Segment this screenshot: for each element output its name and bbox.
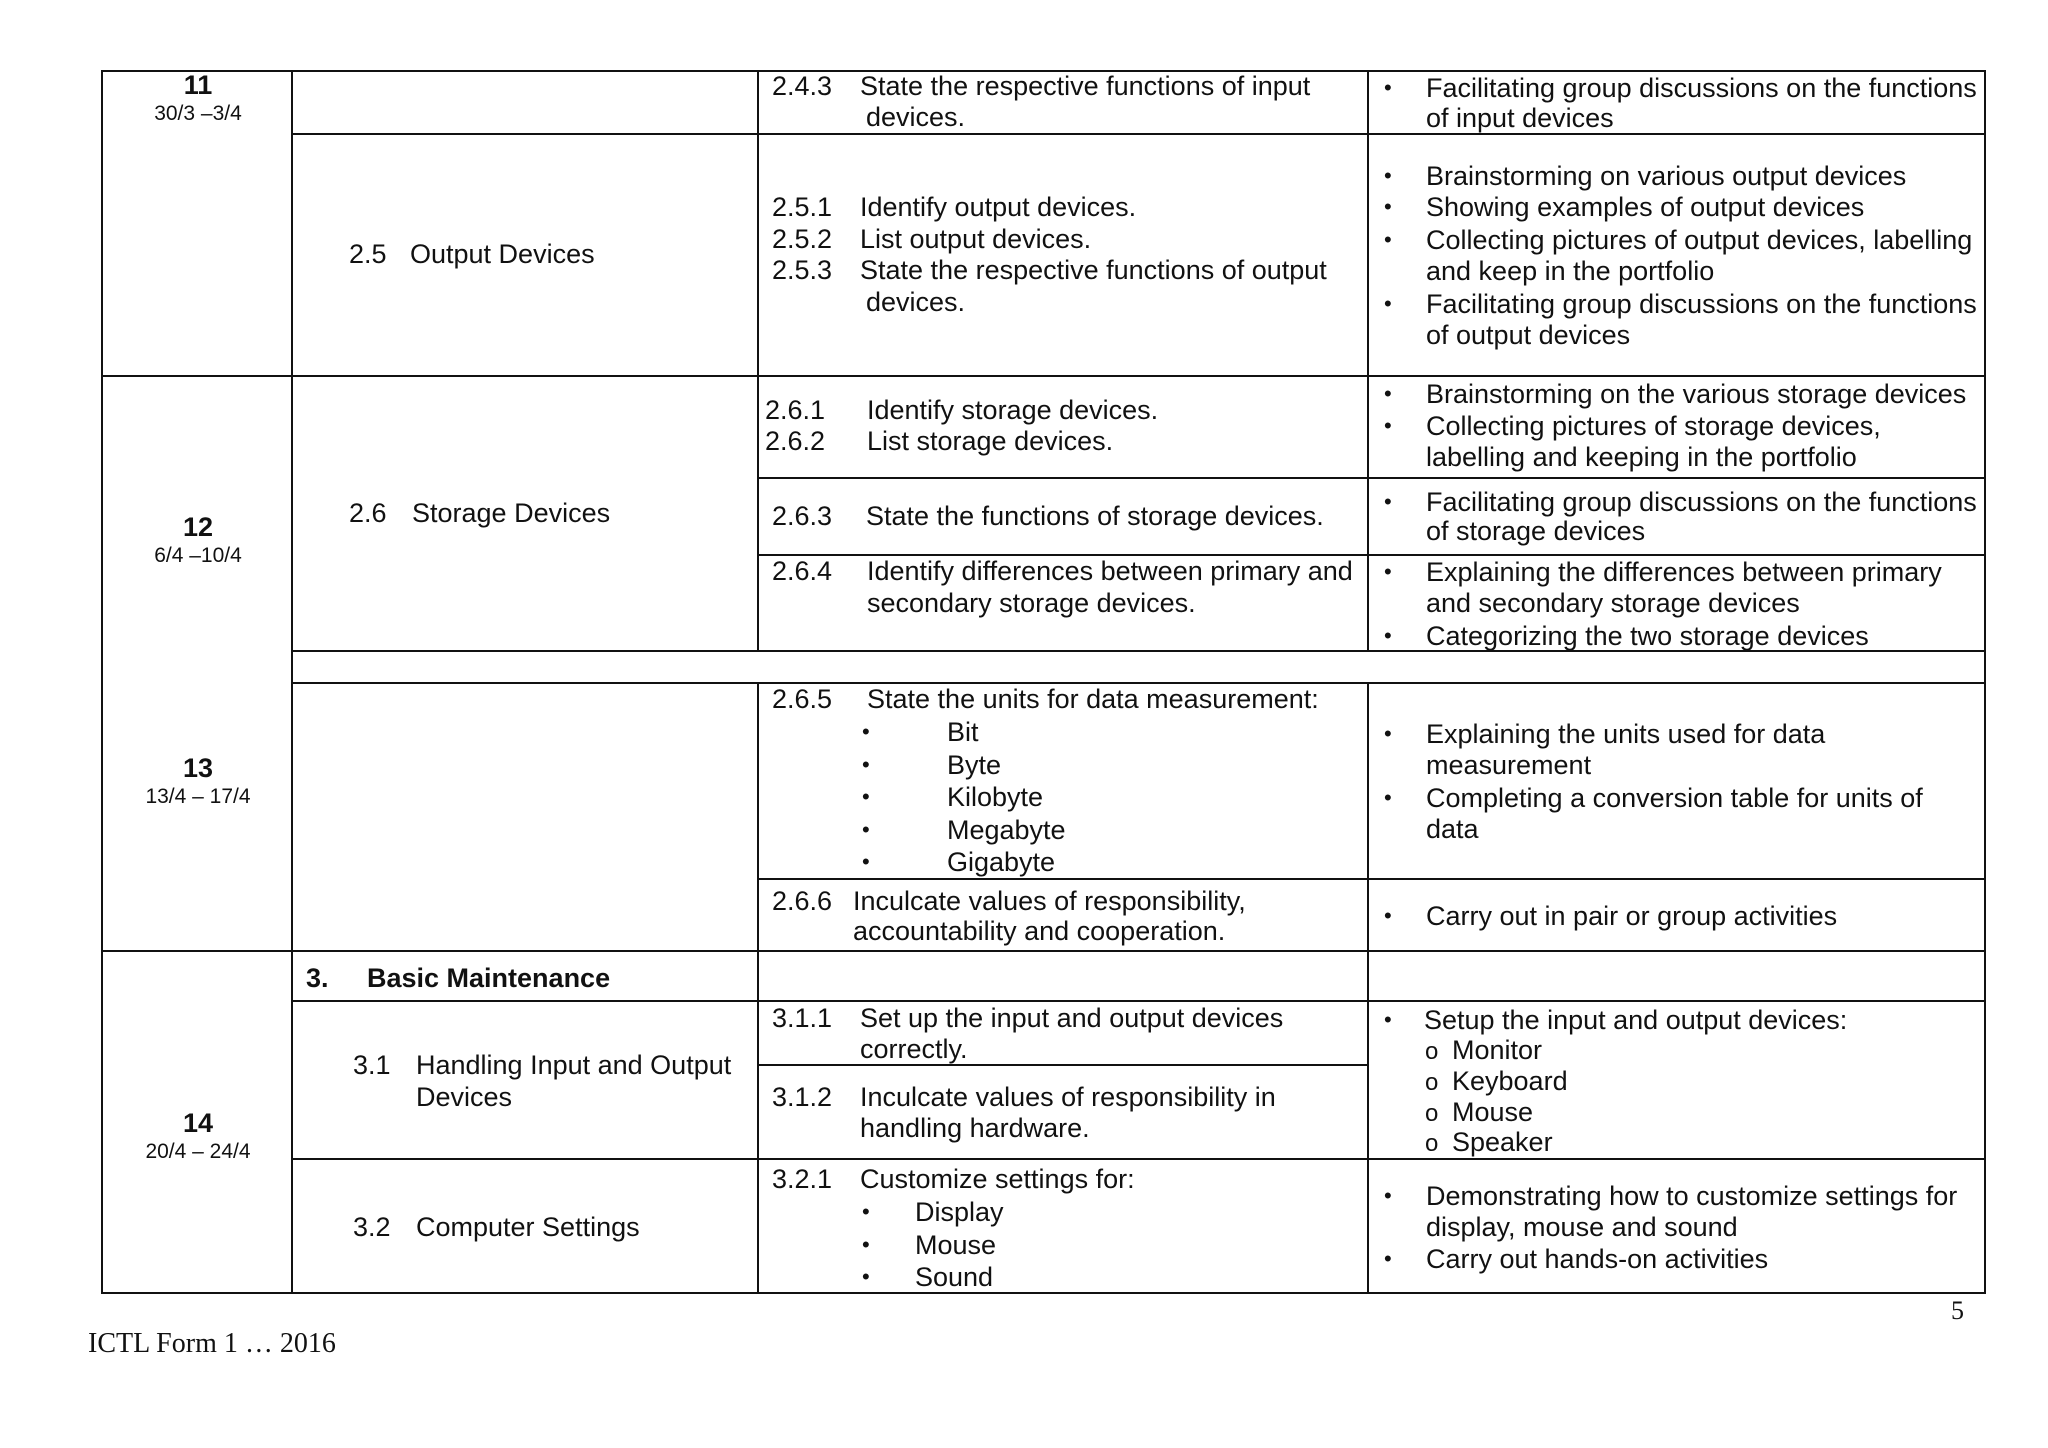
standard-text: Identify storage devices. <box>867 395 1159 425</box>
standard-text: Identify output devices. <box>860 192 1137 222</box>
activity-text: Facilitating group discussions on the functions <box>1426 73 1977 103</box>
standard-number: 2.5.2 <box>772 224 833 254</box>
activity-text: Collecting pictures of output devices, labelling <box>1426 225 1973 255</box>
standard-number: 2.5.3 <box>772 255 833 285</box>
section-title: Basic Maintenance <box>367 963 611 993</box>
rule <box>1984 70 1986 725</box>
standard-number: 3.1.1 <box>772 1003 833 1033</box>
setting-item: Mouse <box>915 1230 997 1260</box>
activity-text: labelling and keeping in the portfolio <box>1426 442 1857 472</box>
bullet-icon: • <box>1384 194 1392 219</box>
device-item: Mouse <box>1452 1097 1534 1127</box>
bullet-icon: • <box>862 1264 870 1289</box>
bullet-icon: • <box>1384 1007 1392 1032</box>
topic-number: 2.6 <box>349 498 387 528</box>
unit-item: Gigabyte <box>947 847 1056 877</box>
week-number: 12 <box>182 512 214 542</box>
standard-text: secondary storage devices. <box>867 588 1196 618</box>
activity-text: of output devices <box>1426 320 1631 350</box>
standard-text: devices. <box>866 102 966 132</box>
circle-bullet-icon: o <box>1425 1038 1439 1065</box>
topic-label: Devices <box>416 1082 513 1112</box>
standard-text: handling hardware. <box>860 1113 1090 1143</box>
bullet-icon: • <box>1384 75 1392 100</box>
setting-item: Display <box>915 1197 1004 1227</box>
standard-text: List output devices. <box>860 224 1092 254</box>
week-dates: 30/3 –3/4 <box>154 102 242 125</box>
standard-text: Customize settings for: <box>860 1164 1135 1194</box>
bullet-icon: • <box>862 817 870 842</box>
activity-text: of input devices <box>1426 103 1614 133</box>
device-item: Keyboard <box>1452 1066 1568 1096</box>
bullet-icon: • <box>1384 413 1392 438</box>
activity-text: Carry out hands-on activities <box>1426 1244 1769 1274</box>
activity-text: measurement <box>1426 750 1592 780</box>
rule <box>757 477 1986 479</box>
bullet-icon: • <box>862 849 870 874</box>
unit-item: Bit <box>947 717 979 747</box>
bullet-icon: • <box>862 752 870 777</box>
standard-text: Set up the input and output devices <box>860 1003 1284 1033</box>
bullet-icon: • <box>862 1232 870 1257</box>
activity-text: of storage devices <box>1426 516 1646 546</box>
standard-number: 3.1.2 <box>772 1082 833 1112</box>
standard-text: correctly. <box>860 1034 968 1064</box>
bullet-icon: • <box>1384 559 1392 584</box>
standard-text: Inculcate values of responsibility, <box>853 886 1246 916</box>
week-dates: 20/4 – 24/4 <box>145 1140 251 1163</box>
bullet-icon: • <box>1384 785 1392 810</box>
circle-bullet-icon: o <box>1425 1069 1439 1096</box>
topic-label: Computer Settings <box>416 1212 640 1242</box>
standard-number: 2.6.6 <box>772 886 833 916</box>
standard-text: State the functions of storage devices. <box>866 501 1324 531</box>
topic-label: Handling Input and Output <box>416 1050 732 1080</box>
week-14 <box>103 1108 293 1166</box>
rule <box>101 1292 1986 1294</box>
week-11 <box>103 70 293 128</box>
week-number: 11 <box>183 70 213 100</box>
bullet-icon: • <box>1384 291 1392 316</box>
page-number: 5 <box>1951 1296 1964 1325</box>
standard-number: 2.6.4 <box>772 556 833 586</box>
device-item: Speaker <box>1452 1127 1553 1157</box>
standard-text: List storage devices. <box>867 426 1114 456</box>
bullet-icon: • <box>1384 721 1392 746</box>
activity-text: display, mouse and sound <box>1426 1212 1738 1242</box>
standard-text: Inculcate values of responsibility in <box>860 1082 1276 1112</box>
standard-number: 3.2.1 <box>772 1164 833 1194</box>
activity-text: Facilitating group discussions on the functions <box>1426 487 1977 517</box>
bullet-icon: • <box>1384 489 1392 514</box>
bullet-icon: • <box>1384 1183 1392 1208</box>
activity-text: data <box>1426 814 1479 844</box>
bullet-icon: • <box>1384 903 1392 928</box>
week-13 <box>103 753 293 811</box>
activity-text: Demonstrating how to customize settings for <box>1426 1181 1958 1211</box>
standard-number: 2.6.1 <box>765 395 826 425</box>
standard-text: accountability and cooperation. <box>853 916 1226 946</box>
bullet-icon: • <box>1384 1246 1392 1271</box>
activity-text: Collecting pictures of storage devices, <box>1426 411 1881 441</box>
rule <box>101 950 1986 952</box>
standard-number: 2.6.5 <box>772 684 833 714</box>
setting-item: Sound <box>915 1262 994 1292</box>
rule <box>101 375 1986 377</box>
activity-text: Brainstorming on the various storage devices <box>1426 379 1967 409</box>
bullet-icon: • <box>862 784 870 809</box>
circle-bullet-icon: o <box>1425 1130 1439 1157</box>
week-number: 13 <box>182 753 214 783</box>
bullet-icon: • <box>1384 381 1392 406</box>
activity-text: Facilitating group discussions on the functions <box>1426 289 1977 319</box>
standard-text: devices. <box>866 287 966 317</box>
document-footer: ICTL Form 1 … 2016 <box>88 1328 336 1359</box>
activity-text: and keep in the portfolio <box>1426 256 1715 286</box>
standard-text: State the respective functions of output <box>860 255 1327 285</box>
rule <box>291 133 1986 135</box>
section-number: 3. <box>306 963 329 993</box>
standard-number: 2.6.2 <box>765 426 826 456</box>
activity-text: and secondary storage devices <box>1426 588 1800 618</box>
standard-number: 2.6.3 <box>772 501 833 531</box>
standard-text: State the respective functions of input <box>860 71 1311 101</box>
rule <box>1367 682 1369 1294</box>
activity-text: Showing examples of output devices <box>1426 192 1865 222</box>
circle-bullet-icon: o <box>1425 1100 1439 1127</box>
topic-label: Output Devices <box>410 239 595 269</box>
activity-text: Categorizing the two storage devices <box>1426 621 1869 651</box>
activity-text: Setup the input and output devices: <box>1424 1005 1848 1035</box>
rule <box>757 878 1986 880</box>
topic-number: 3.1 <box>353 1050 391 1080</box>
bullet-icon: • <box>1384 163 1392 188</box>
topic-number: 3.2 <box>353 1212 391 1242</box>
standard-text: State the units for data measurement: <box>867 684 1319 714</box>
standard-number: 2.5.1 <box>772 192 833 222</box>
week-dates: 13/4 – 17/4 <box>145 785 251 808</box>
week-dates: 6/4 –10/4 <box>154 544 242 567</box>
standard-number: 2.4.3 <box>772 71 833 101</box>
unit-item: Megabyte <box>947 815 1066 845</box>
bullet-icon: • <box>862 719 870 744</box>
week-number: 14 <box>182 1108 214 1138</box>
bullet-icon: • <box>1384 623 1392 648</box>
rule <box>291 1158 1986 1160</box>
bullet-icon: • <box>1384 227 1392 252</box>
activity-text: Carry out in pair or group activities <box>1426 901 1838 931</box>
rule <box>1367 70 1369 652</box>
unit-item: Byte <box>947 750 1002 780</box>
rule <box>757 682 759 1294</box>
activity-text: Completing a conversion table for units of <box>1426 783 1923 813</box>
standard-text: Identify differences between primary and <box>867 556 1353 586</box>
unit-item: Kilobyte <box>947 782 1044 812</box>
device-item: Monitor <box>1452 1035 1543 1065</box>
rule <box>757 1064 1369 1066</box>
topic-label: Storage Devices <box>412 498 611 528</box>
rule <box>757 70 759 652</box>
activity-text: Explaining the units used for data <box>1426 719 1826 749</box>
rule <box>1984 682 1986 1294</box>
week-12 <box>103 512 293 570</box>
activity-text: Brainstorming on various output devices <box>1426 161 1907 191</box>
bullet-icon: • <box>862 1199 870 1224</box>
activity-text: Explaining the differences between primary <box>1426 557 1942 587</box>
topic-number: 2.5 <box>349 239 387 269</box>
